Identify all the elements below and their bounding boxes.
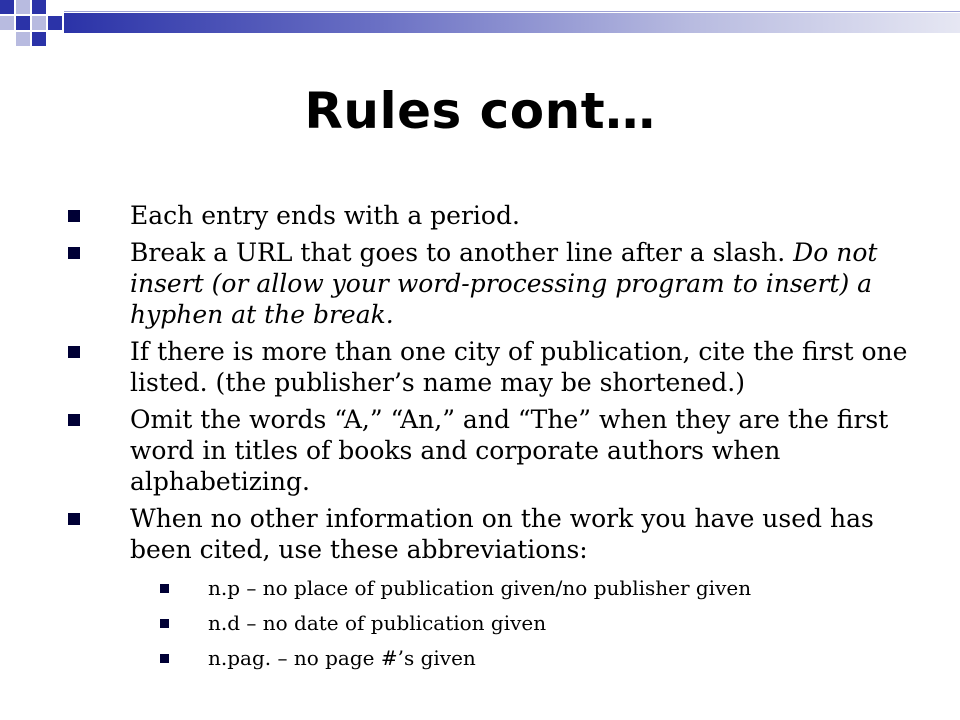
bullet-italic-text: Do not insert (or allow your word-processing program to insert) a hyphen at the break. bbox=[130, 238, 878, 329]
square-bullet-icon bbox=[68, 247, 80, 259]
sub-bullet-item bbox=[160, 610, 918, 636]
deco-square bbox=[48, 0, 62, 14]
bullet-item bbox=[68, 404, 918, 497]
square-bullet-icon bbox=[68, 346, 80, 358]
deco-square bbox=[32, 0, 46, 14]
square-bullet-icon bbox=[68, 414, 80, 426]
square-bullet-icon bbox=[68, 210, 80, 222]
slide-title: Rules cont… bbox=[304, 82, 656, 140]
deco-square bbox=[16, 32, 30, 46]
bullet-item bbox=[68, 503, 918, 671]
sub-bullet-text: n.d – no date of publication given bbox=[208, 611, 547, 635]
bullet-item bbox=[68, 336, 918, 398]
deco-square bbox=[16, 16, 30, 30]
sub-bullet-item bbox=[160, 575, 918, 601]
header-bar bbox=[64, 13, 960, 33]
slide-content bbox=[68, 200, 918, 680]
deco-square bbox=[0, 16, 14, 30]
sub-bullet-item bbox=[160, 645, 918, 671]
square-bullet-icon bbox=[160, 654, 169, 663]
bullet-text: Break a URL that goes to another line after a slash. bbox=[130, 238, 794, 267]
sub-bullet-list bbox=[160, 575, 918, 671]
deco-square bbox=[16, 0, 30, 14]
bullet-text: If there is more than one city of publication, cite the first one listed. (the publisher’s name may be shortened.) bbox=[130, 337, 908, 397]
deco-square bbox=[32, 16, 46, 30]
bullet-list bbox=[68, 200, 918, 671]
bullet-text: Omit the words “A,” “An,” and “The” when they are the first word in titles of books and corporate authors when alphabetizing. bbox=[130, 405, 889, 496]
square-bullet-icon bbox=[68, 513, 80, 525]
sub-bullet-text: n.p – no place of publication given/no publisher given bbox=[208, 576, 752, 600]
square-bullet-icon bbox=[160, 584, 169, 593]
bullet-text: Each entry ends with a period. bbox=[130, 201, 520, 230]
deco-square bbox=[48, 16, 62, 30]
deco-square bbox=[0, 0, 14, 14]
deco-square bbox=[32, 32, 46, 46]
bullet-item bbox=[68, 200, 918, 231]
bullet-text: When no other information on the work you have used has been cited, use these abbreviations: bbox=[130, 504, 874, 564]
bullet-item bbox=[68, 237, 918, 330]
sub-bullet-text: n.pag. – no page #’s given bbox=[208, 646, 476, 670]
square-bullet-icon bbox=[160, 619, 169, 628]
